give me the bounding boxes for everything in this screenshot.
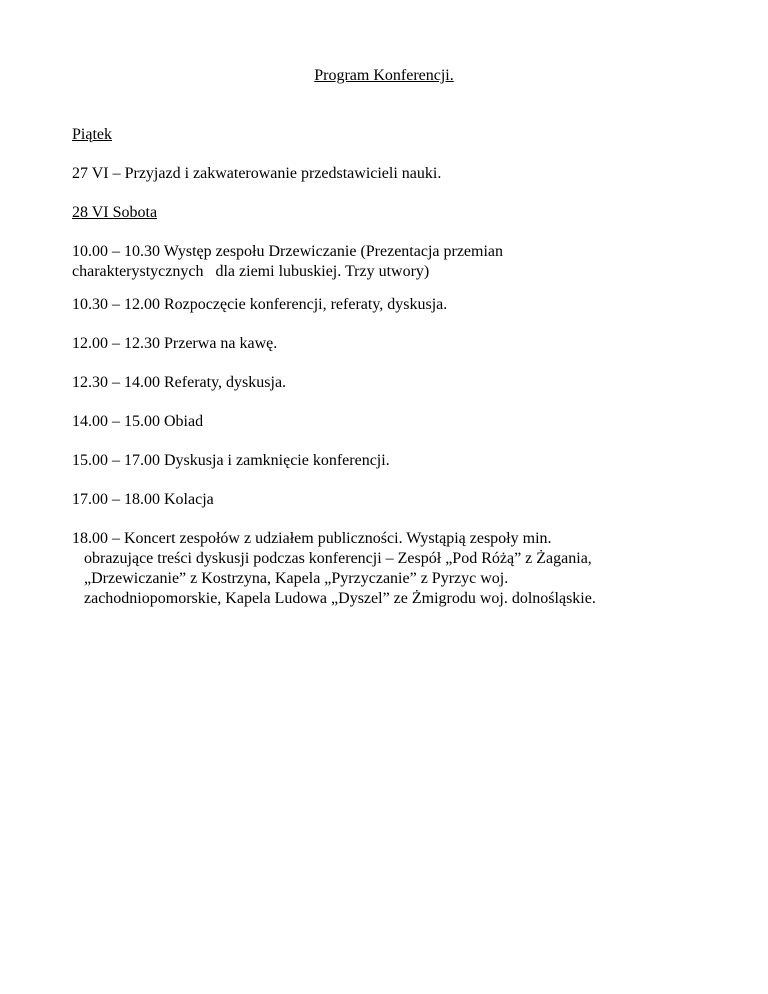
schedule-item-1-line-2a: charakterystycznych — [72, 263, 204, 280]
concert-line-2: obrazujące treści dyskusji podczas konferencji – Zespół „Pod Różą” z Żagania, — [84, 550, 592, 567]
schedule-item-1-line-2b: dla ziemi lubuskiej. Trzy utwory) — [215, 263, 430, 280]
schedule-item-5: 14.00 – 15.00 Obiad — [72, 413, 204, 430]
day1-heading: Piątek — [72, 126, 112, 143]
schedule-item-1-line-1: 10.00 – 10.30 Występ zespołu Drzewiczanie (Prezentacja przemian — [72, 243, 504, 260]
schedule-item-1 — [72, 242, 712, 282]
schedule-item-1-line-2 — [72, 262, 712, 282]
schedule-item-2: 10.30 – 12.00 Rozpoczęcie konferencji, referaty, dyskusja. — [72, 296, 448, 313]
concert-paragraph — [72, 529, 712, 609]
schedule-item-7: 17.00 – 18.00 Kolacja — [72, 491, 214, 508]
schedule-item-4: 12.30 – 14.00 Referaty, dyskusja. — [72, 374, 287, 391]
concert-line-3: „Drzewiczanie” z Kostrzyna, Kapela „Pyrzyczanie” z Pyrzyc woj. — [84, 570, 509, 587]
document-title: Program Konferencji. — [314, 67, 454, 84]
concert-line-4: zachodniopomorskie, Kapela Ludowa „Dyszel” ze Żmigrodu woj. dolnośląskie. — [84, 590, 596, 607]
day2-heading: 28 VI Sobota — [72, 204, 158, 221]
concert-line-1: 18.00 – Koncert zespołów z udziałem publiczności. Wystąpią zespoły min. — [72, 530, 552, 547]
schedule-item-6: 15.00 – 17.00 Dyskusja i zamknięcie konferencji. — [72, 452, 390, 469]
arrival-line: 27 VI – Przyjazd i zakwaterowanie przedstawicieli nauki. — [72, 165, 442, 182]
schedule-item-3: 12.00 – 12.30 Przerwa na kawę. — [72, 335, 278, 352]
